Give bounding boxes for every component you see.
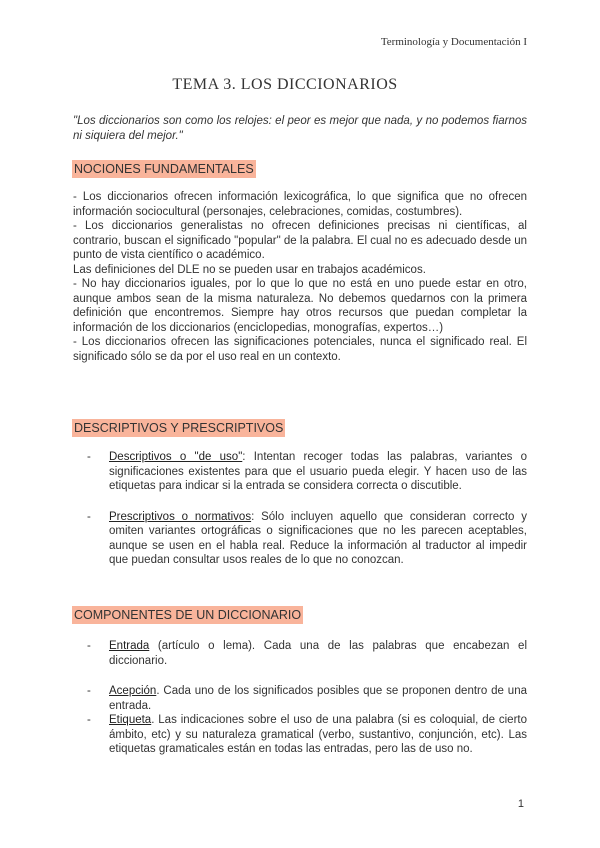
term-etiqueta: Etiqueta <box>109 714 152 726</box>
descriptivos-list <box>87 450 527 568</box>
nociones-body <box>73 190 527 364</box>
running-header: Terminología y Documentación I <box>380 36 527 48</box>
definition-text: . Cada uno de los significados posibles que se proponen dentro de una entrada. <box>109 685 527 712</box>
paragraph: - Los diccionarios ofrecen las significaciones potenciales, nunca el significado real. El significado sólo se da por el uso real en un contexto. <box>73 336 527 363</box>
list-dash: - <box>87 451 91 463</box>
paragraph: Las definiciones del DLE no se pueden usar en trabajos académicos. <box>73 263 426 276</box>
term-acepcion: Acepción <box>109 685 157 697</box>
list-item <box>87 684 527 713</box>
term-descriptivos: Descriptivos o "de uso" <box>109 451 243 463</box>
term-entrada: Entrada <box>109 640 150 652</box>
paragraph: - Los diccionarios generalistas no ofrecen definiciones precisas ni científicas, al contrario, buscan el significado "popular" de la palabra. El cual no es adecuado desde un punto de vista científico o académico. <box>73 220 527 261</box>
list-dash: - <box>87 714 91 726</box>
page-title: TEMA 3. LOS DICCIONARIOS <box>172 76 398 93</box>
epigraph-quote: "Los diccionarios son como los relojes: el peor es mejor que nada, y no podemos fiarnos ni siquiera del mejor." <box>73 115 527 142</box>
list-dash: - <box>87 685 91 697</box>
definition-text: (artículo o lema). Cada una de las palabras que encabezan el diccionario. <box>109 640 527 667</box>
definition-text: : Sólo incluyen aquello que consideran correcto y omiten variantes ortográficas o significaciones que no les parecen aceptables, aunque se usen en el habla real. Reduce la información al traductor al impedir que puedan consultar usos reales de lo que no conozcan. <box>109 510 527 566</box>
list-item <box>87 510 527 568</box>
section-heading-descriptivos: DESCRIPTIVOS Y PRESCRIPTIVOS <box>74 421 284 435</box>
componentes-list <box>87 639 527 757</box>
list-item <box>87 639 527 668</box>
list-item <box>87 713 527 757</box>
list-dash: - <box>87 640 91 652</box>
term-prescriptivos: Prescriptivos o normativos <box>109 510 252 523</box>
definition-text: . Las indicaciones sobre el uso de una palabra (si es coloquial, de cierto ámbito, etc) y su naturaleza gramatical (verbo, sustantivo, conjunción, etc). Las etiquetas gramaticales están en todas las entradas, pero las de uso no. <box>109 714 527 755</box>
paragraph: - Los diccionarios ofrecen información lexicográfica, lo que significa que no ofrecen información sociocultural (personajes, celebraciones, comidas, costumbres). <box>73 191 527 218</box>
section-heading-nociones: NOCIONES FUNDAMENTALES <box>74 162 254 176</box>
paragraph: - No hay diccionarios iguales, por lo que lo que no está en uno puede estar en otro, aunque ambos sean de la misma naturaleza. No debemos quedarnos con la primera definición que encontremos. Siempre hay otros recursos que puedan completar la información de los diccionarios (enciclopedias, monografías, expertos…) <box>73 278 527 334</box>
definition-text: : Intentan recoger todas las palabras, variantes o significaciones existentes para que el usuario pueda elegir. Y hacen uso de las etiquetas para indicar si la entrada se considera correcta o discutible. <box>109 451 527 492</box>
list-dash: - <box>87 510 91 523</box>
list-item <box>87 450 527 494</box>
section-heading-componentes: COMPONENTES DE UN DICCIONARIO <box>74 608 302 622</box>
page-number: 1 <box>517 798 524 810</box>
